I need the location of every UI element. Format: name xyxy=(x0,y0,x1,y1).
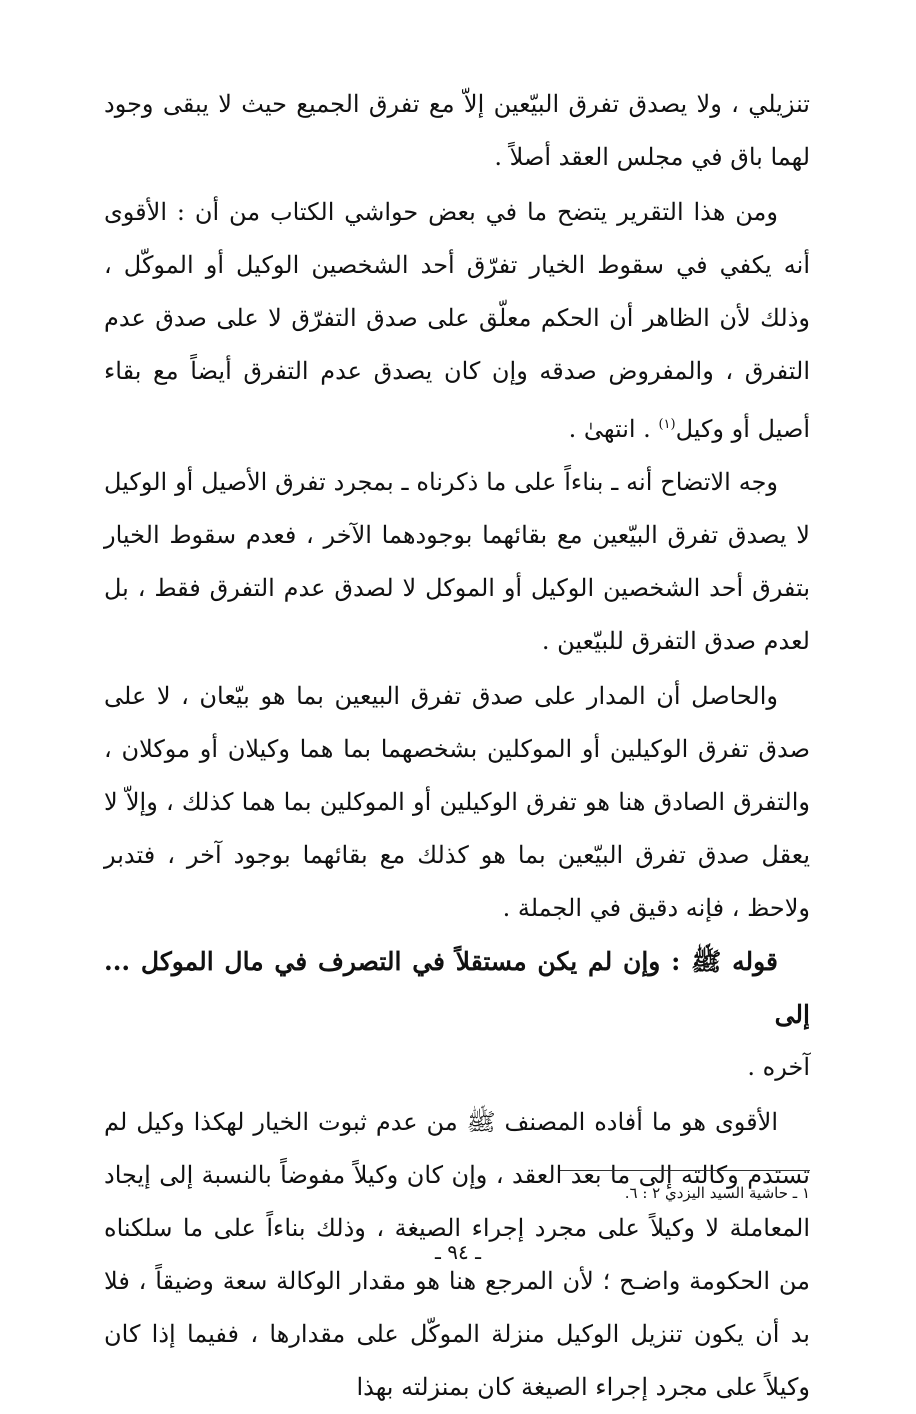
main-text xyxy=(104,78,810,1414)
footnote-1: ١ ـ حاشية السيد اليزدي ٢ : ٦. xyxy=(624,1184,810,1202)
paragraph-5: الأقوى هو ما أفاده المصنف ﷺ من عدم ثبوت الخيار لهكذا وكيل لم تستدم وكالته إلى ما بعد العقد ، وإن كان وكيلاً مفوضاً بالنسبة إلى إيجاد المعاملة لا وكيلاً على مجرد إجراء الصيغة ، وذلك بناءاً على ما سلكناه من الحكومة واضـح ؛ لأن المرجع هنا هو مقدار الوكالة سعة وضيقاً ، فلا بد أن يكون تنزيل الوكيل منزلة الموكّل على مقدارها ، ففيما إذا كان وكيلاً على مجرد إجراء الصيغة كان بمنزلته بهذا xyxy=(104,1108,810,1401)
footnote-reference[interactable]: (١) xyxy=(658,417,676,432)
paragraph-2-end: . انتهىٰ . xyxy=(568,415,659,443)
footnote-divider xyxy=(560,1170,810,1171)
footnotes xyxy=(560,1170,810,1203)
page-number: ـ ٩٤ ـ xyxy=(435,1240,481,1264)
quote-heading: قوله ﷺ : وإن لم يكن مستقلاً في التصرف في مال الموكل ... إلى xyxy=(104,947,810,1029)
paragraph-2 xyxy=(104,186,810,456)
quote-heading-continuation: آخره . xyxy=(747,1053,810,1081)
paragraph-3: وجه الاتضاح أنه ـ بناءاً على ما ذكرناه ـ بمجرد تفرق الأصيل أو الوكيل لا يصدق تفرق البيّعين مع بقائهما بوجودهما الآخر ، فعدم سقوط الخيار بتفرق أحد الشخصين الوكيل أو الموكل لا لصدق عدم التفرق فقط ، بل لعدم صدق التفرق للبيّعين . xyxy=(104,468,810,655)
paragraph-4: والحاصل أن المدار على صدق تفرق البيعين بما هو بيّعان ، لا على صدق تفرق الوكيلين أو الموكلين بشخصهما بما هما وكيلان أو موكلان ، والتفرق الصادق هنا هو تفرق الوكيلين أو الموكلين بما هما كذلك ، وإلاّ لا يعقل صدق تفرق البيّعين بما هو كذلك مع بقائهما بوجود آخر ، فتدبر ولاحظ ، فإنه دقيق في الجملة . xyxy=(104,682,810,922)
paragraph-2-text: ومن هذا التقرير يتضح ما في بعض حواشي الكتاب من أن : الأقوى أنه يكفي في سقوط الخيار تفرّق أحد الشخصين الوكيل أو الموكّل ، وذلك لأن الظاهر أن الحكم معلّق على صدق التفرّق لا على صدق عدم التفرق ، والمفروض صدقه وإن كان يصدق عدم التفرق أيضاً مع بقاء أصيل أو وكيل xyxy=(104,198,810,443)
paragraph-1: تنزيلي ، ولا يصدق تفرق البيّعين إلاّ مع تفرق الجميع حيث لا يبقى وجود لهما باق في مجلس العقد أصلاً . xyxy=(104,90,810,171)
